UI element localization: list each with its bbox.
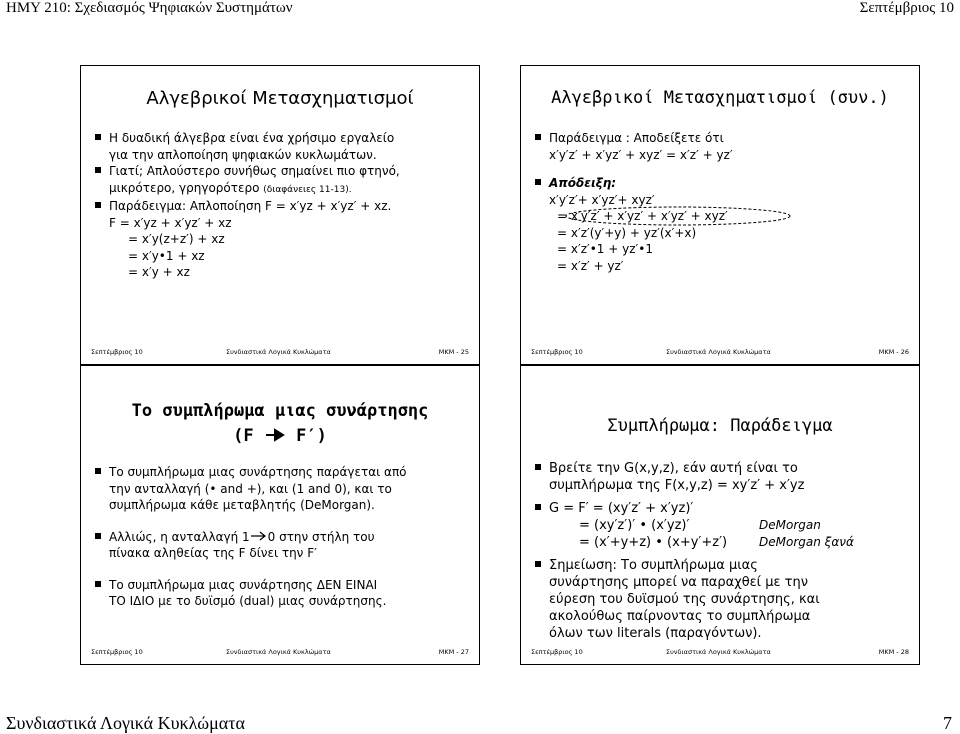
text-line: G = F′ = (xy′z′ + x′yz)′ [549, 501, 694, 516]
long-arrow-icon [250, 531, 268, 541]
slide-title: Αλγεβρικοί Μετασχηματισμοί [146, 88, 414, 109]
page-header-right: Σεπτέμβριος 10 [859, 0, 954, 16]
text-line: = x′y + xz [128, 265, 190, 279]
slide-title: Αλγεβρικοί Μετασχηματισμοί (συν.) [551, 88, 889, 108]
slide-footer-title: Συνδιαστικά Λογικά Κυκλώματα [666, 348, 771, 356]
text-line: όλων των literals (παραγόντων). [549, 626, 762, 641]
slide-title: Συμπλήρωμα: Παράδειγμα [607, 416, 833, 436]
slide-footer-number: MKM - 25 [438, 348, 469, 356]
text-line: συνάρτησης μπορεί να παραχθεί με την [549, 575, 808, 590]
slide-footer-number: MKM - 27 [438, 648, 469, 656]
text-line: ΤΟ ΙΔΙΟ με το δυϊσμό (dual) μιας συνάρτησης. [109, 594, 387, 608]
text-line: Βρείτε την G(x,y,z), εάν αυτή είναι το [549, 461, 798, 476]
slide-body [535, 130, 909, 274]
bullet-item [535, 175, 909, 274]
slide-footer [91, 348, 469, 358]
text-line: = x′z′(y′+y) + yz′(x′+x) [557, 225, 697, 240]
title-part: (F [233, 426, 254, 446]
slide-footer [531, 348, 909, 358]
bullet-item [95, 529, 469, 562]
text-line: 0 στην στήλη του [267, 529, 375, 544]
text-line: Παράδειγμα : Αποδείξετε ότι [549, 131, 724, 145]
arrow-right-icon [264, 428, 286, 442]
text-line: ακολούθως παίρνοντας το συμπλήρωμα [549, 609, 811, 624]
slide-27 [80, 365, 480, 665]
text-line: = x′y(z+z′) + xz [128, 232, 225, 246]
text-line: την ανταλλαγή (• and +), και (1 and 0), και το [109, 481, 392, 496]
text-line: Η δυαδική άλγεβρα είναι ένα χρήσιμο εργαλείο [109, 131, 395, 145]
text-line: εύρεση του δυϊσμού της συνάρτησης, και [549, 592, 820, 607]
text-line: = x′y′z′ + x′yz′ + x′yz′ + xyz′ [557, 209, 728, 223]
text-line: = x′y•1 + xz [128, 248, 205, 263]
text-line: x′y′z′+ x′yz′+ xyz′ [549, 192, 655, 207]
text-line: Αλλιώς, η ανταλλαγή 1 [109, 529, 250, 544]
bullet-item [95, 198, 469, 215]
demorgan-note: DeMorgan ξανά [759, 535, 854, 549]
slide-title-line2 [81, 426, 479, 446]
slide-footer-number: MKM - 28 [878, 648, 909, 656]
slide-footer [91, 648, 469, 658]
slide-footer-title: Συνδιαστικά Λογικά Κυκλώματα [226, 648, 331, 656]
text-line: Γιατί; Απλούστερο συνήθως σημαίνει πιο φτηνό, [109, 164, 400, 178]
slide-body [95, 464, 469, 610]
slide-footer-title: Συνδιαστικά Λογικά Κυκλώματα [666, 648, 771, 656]
demorgan-note: DeMorgan [759, 518, 821, 532]
bullet-item [95, 464, 469, 514]
page-number: 7 [943, 713, 952, 733]
title-part: F′) [296, 426, 327, 446]
slide-26 [520, 65, 920, 365]
page-footer-left: Συνδιαστικά Λογικά Κυκλώματα [6, 713, 245, 733]
slide-footer-title: Συνδιαστικά Λογικά Κυκλώματα [226, 348, 331, 356]
bullet-item [535, 557, 909, 642]
text-line: = x′z′•1 + yz′•1 [557, 242, 653, 256]
text-line: για την απλοποίηση ψηφιακών κυκλωμάτων. [109, 147, 377, 162]
bullet-item [95, 577, 469, 610]
bullet-item [95, 163, 469, 198]
slide-footer-date: Σεπτέμβριος 10 [531, 348, 583, 356]
proof-label: Απόδειξη: [549, 176, 617, 190]
text-note: (διαφάνειες 11-13). [263, 184, 352, 195]
text-line: Το συμπλήρωμα μιας συνάρτησης ΔΕΝ ΕΙΝΑΙ [109, 577, 378, 592]
text-line: συμπλήρωμα της F(x,y,z) = xy′z′ + x′yz [549, 478, 805, 493]
text-line: συμπλήρωμα κάθε μεταβλητής (DeMorgan). [109, 498, 375, 512]
bullet-item [535, 500, 909, 551]
text-line: x′y′z′ + x′yz′ + xyz′ = x′z′ + yz′ [549, 147, 733, 162]
text-line: πίνακα αληθείας της F δίνει την F′ [109, 546, 317, 560]
slide-28 [520, 365, 920, 665]
slide-25 [80, 65, 480, 365]
slide-footer [531, 648, 909, 658]
text-line: F = x′yz + x′yz′ + xz [109, 215, 232, 230]
bullet-item [535, 460, 909, 494]
slide-footer-date: Σεπτέμβριος 10 [531, 648, 583, 656]
text-line: μικρότερο, γρηγορότερο [109, 180, 260, 195]
text-line: Σημείωση: Το συμπλήρωμα μιας [549, 558, 758, 573]
text-line: Παράδειγμα: Απλοποίηση F = x′yz + x′yz′ + xz. [109, 199, 392, 213]
bullet-item [95, 130, 469, 163]
text-line: = (x′+y+z) • (x+y′+z′) [579, 535, 728, 550]
slide-footer-date: Σεπτέμβριος 10 [91, 348, 143, 356]
slide-footer-date: Σεπτέμβριος 10 [91, 648, 143, 656]
slide-footer-number: MKM - 26 [878, 348, 909, 356]
text-line: Το συμπλήρωμα μιας συνάρτησης παράγεται από [109, 465, 407, 479]
slide-body [535, 460, 909, 642]
highlight-ellipse-icon [563, 205, 793, 227]
slide-body [95, 130, 469, 281]
page-header-left: ΗΜΥ 210: Σχεδιασμός Ψηφιακών Συστημάτων [6, 0, 293, 16]
slide-title: Το συμπλήρωμα μιας συνάρτησης [131, 401, 429, 421]
bullet-item [535, 130, 909, 163]
text-line: = x′z′ + yz′ [557, 258, 624, 273]
text-line: = (xy′z′)′ • (x′yz)′ [579, 518, 690, 533]
